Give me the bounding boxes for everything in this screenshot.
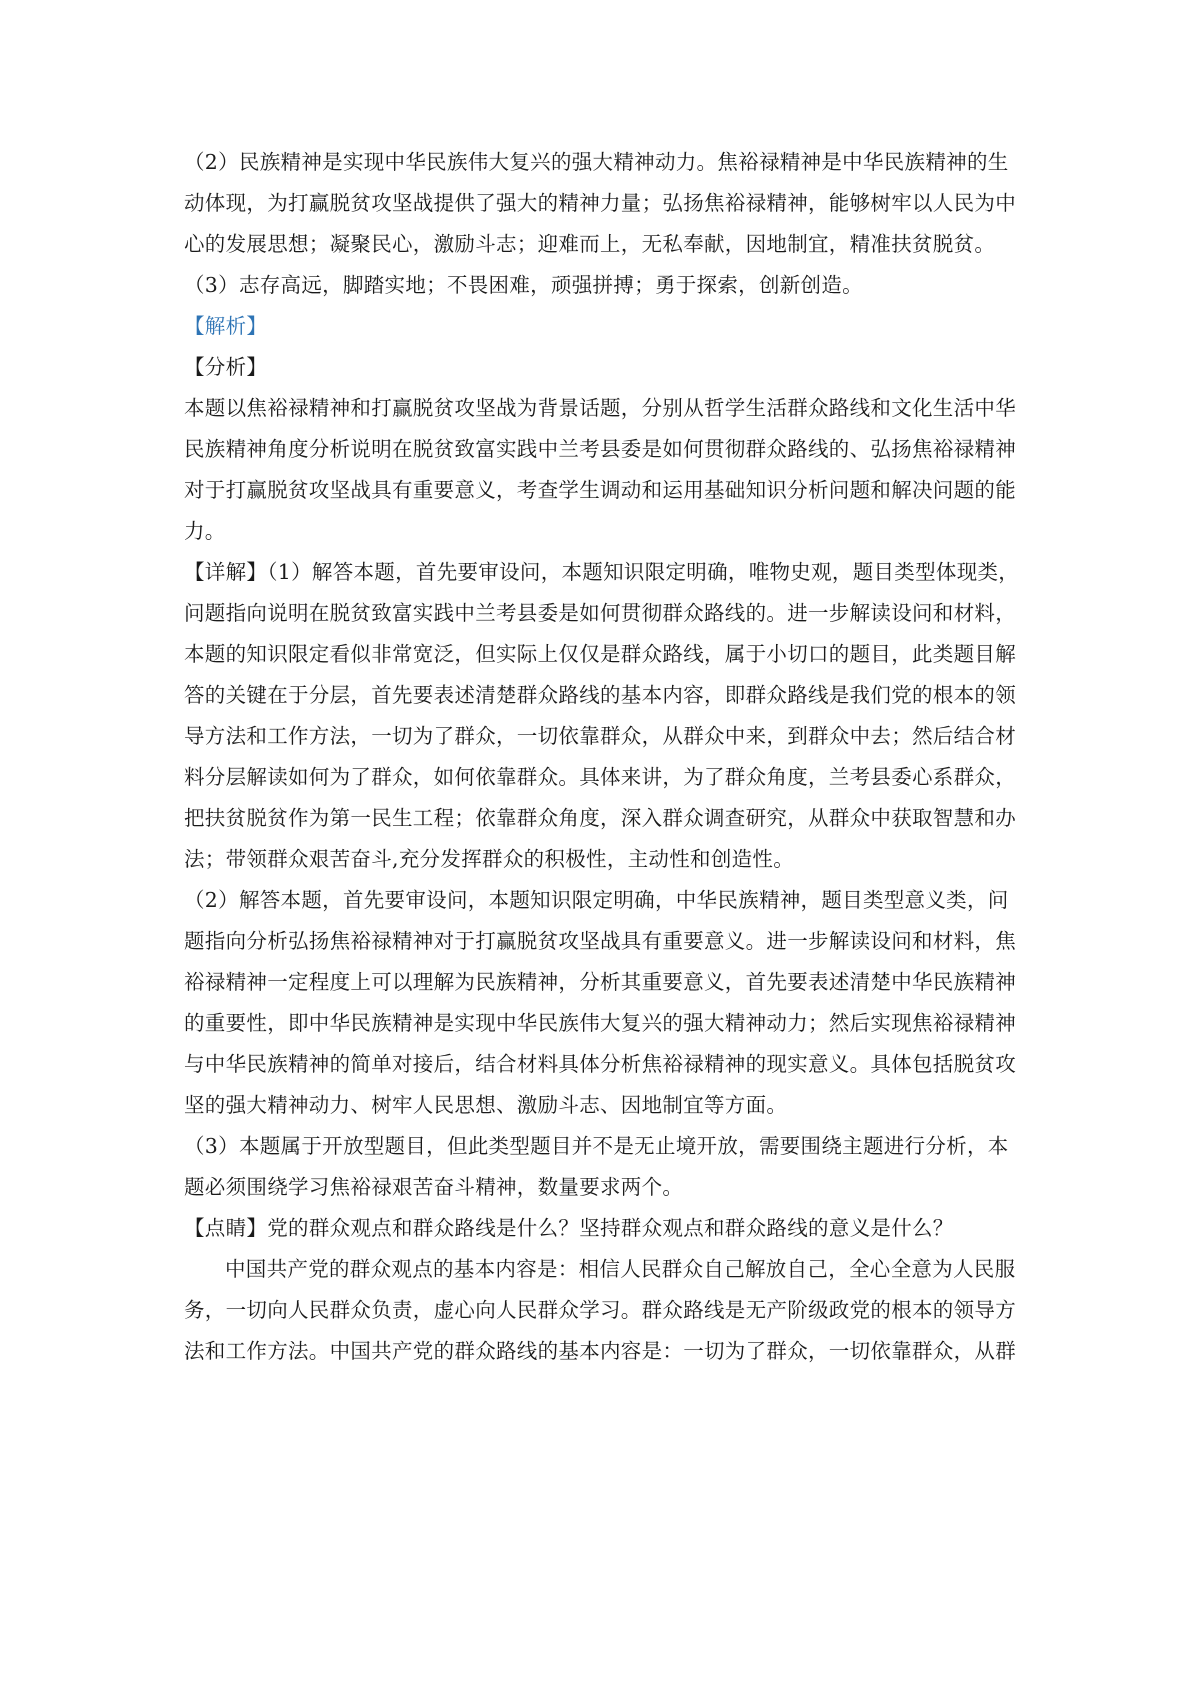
fenxi-line: 力。 [184, 519, 226, 543]
xiangjie-line: 答的关键在于分层，首先要表述清楚群众路线的基本内容，即群众路线是我们党的根本的领 [184, 683, 1016, 707]
xiangjie-line: 问题指向说明在脱贫致富实践中兰考县委是如何贯彻群众路线的。进一步解读设问和材料， [184, 601, 1016, 625]
xiangjie-line: （1）解答本题，首先要审设问，本题知识限定明确，唯物史观，题目类型体现类， [267, 560, 1020, 584]
answer-line: 动体现，为打赢脱贫攻坚战提供了强大的精神力量；弘扬焦裕禄精神，能够树牢以人民为中 [184, 191, 1016, 215]
xiangjie-line: 把扶贫脱贫作为第一民生工程；依靠群众角度，深入群众调查研究，从群众中获取智慧和办 [184, 806, 1016, 830]
fenxi-line: 本题以焦裕禄精神和打赢脱贫攻坚战为背景话题，分别从哲学生活群众路线和文化生活中华 [184, 396, 1016, 420]
dianjing-line: 中国共产党的群众观点的基本内容是：相信人民群众自己解放自己，全心全意为人民服 [225, 1257, 1016, 1281]
answer-line: （2）民族精神是实现中华民族伟大复兴的强大精神动力。焦裕禄精神是中华民族精神的生 [184, 150, 1009, 174]
xiangjie-heading: 【详解】 [184, 560, 268, 584]
document-page [184, 142, 1026, 1372]
fenxi-heading: 【分析】 [184, 355, 268, 379]
jiexi-heading: 【解析】 [184, 314, 268, 338]
xiangjie-line: 题必须围绕学习焦裕禄艰苦奋斗精神，数量要求两个。 [184, 1175, 684, 1199]
xiangjie-paragraph-2 [184, 880, 1026, 1126]
answer-paragraph-2 [184, 142, 1026, 265]
xiangjie-line: 的重要性，即中华民族精神是实现中华民族伟大复兴的强大精神动力；然后实现焦裕禄精神 [184, 1011, 1016, 1035]
dianjing-paragraph [184, 1208, 1026, 1249]
xiangjie-line: 本题的知识限定看似非常宽泛，但实际上仅仅是群众路线，属于小切口的题目，此类题目解 [184, 642, 1016, 666]
xiangjie-line: 料分层解读如何为了群众，如何依靠群众。具体来讲，为了群众角度，兰考县委心系群众， [184, 765, 1016, 789]
xiangjie-line: 坚的强大精神动力、树牢人民思想、激励斗志、因地制宜等方面。 [184, 1093, 788, 1117]
fenxi-paragraph [184, 388, 1026, 552]
dianjing-line: 法和工作方法。中国共产党的群众路线的基本内容是：一切为了群众，一切依靠群众，从群 [184, 1339, 1016, 1363]
xiangjie-line: 与中华民族精神的简单对接后，结合材料具体分析焦裕禄精神的现实意义。具体包括脱贫攻 [184, 1052, 1016, 1076]
dianjing-heading: 【点睛】 [184, 1216, 268, 1240]
xiangjie-line: （2）解答本题，首先要审设问，本题知识限定明确，中华民族精神，题目类型意义类，问 [184, 888, 1009, 912]
xiangjie-paragraph-3 [184, 1126, 1026, 1208]
answer-paragraph-3: （3）志存高远，脚踏实地；不畏困难，顽强拼搏；勇于探索，创新创造。 [184, 273, 863, 297]
xiangjie-line: 法；带领群众艰苦奋斗,充分发挥群众的积极性，主动性和创造性。 [184, 847, 795, 871]
xiangjie-line: （3）本题属于开放型题目，但此类型题目并不是无止境开放，需要围绕主题进行分析，本 [184, 1134, 1009, 1158]
dianjing-body [184, 1249, 1026, 1372]
xiangjie-line: 导方法和工作方法，一切为了群众，一切依靠群众，从群众中来，到群众中去；然后结合材 [184, 724, 1016, 748]
answer-line: 心的发展思想；凝聚民心，激励斗志；迎难而上，无私奉献，因地制宜，精准扶贫脱贫。 [184, 232, 996, 256]
xiangjie-line: 题指向分析弘扬焦裕禄精神对于打赢脱贫攻坚战具有重要意义。进一步解读设问和材料，焦 [184, 929, 1016, 953]
xiangjie-paragraph-1 [184, 552, 1026, 880]
fenxi-line: 对于打赢脱贫攻坚战具有重要意义，考查学生调动和运用基础知识分析问题和解决问题的能 [184, 478, 1016, 502]
fenxi-line: 民族精神角度分析说明在脱贫致富实践中兰考县委是如何贯彻群众路线的、弘扬焦裕禄精神 [184, 437, 1016, 461]
dianjing-question: 党的群众观点和群众路线是什么？坚持群众观点和群众路线的意义是什么？ [267, 1216, 954, 1240]
xiangjie-line: 裕禄精神一定程度上可以理解为民族精神，分析其重要意义，首先要表述清楚中华民族精神 [184, 970, 1016, 994]
dianjing-line: 务，一切向人民群众负责，虚心向人民群众学习。群众路线是无产阶级政党的根本的领导方 [184, 1298, 1016, 1322]
